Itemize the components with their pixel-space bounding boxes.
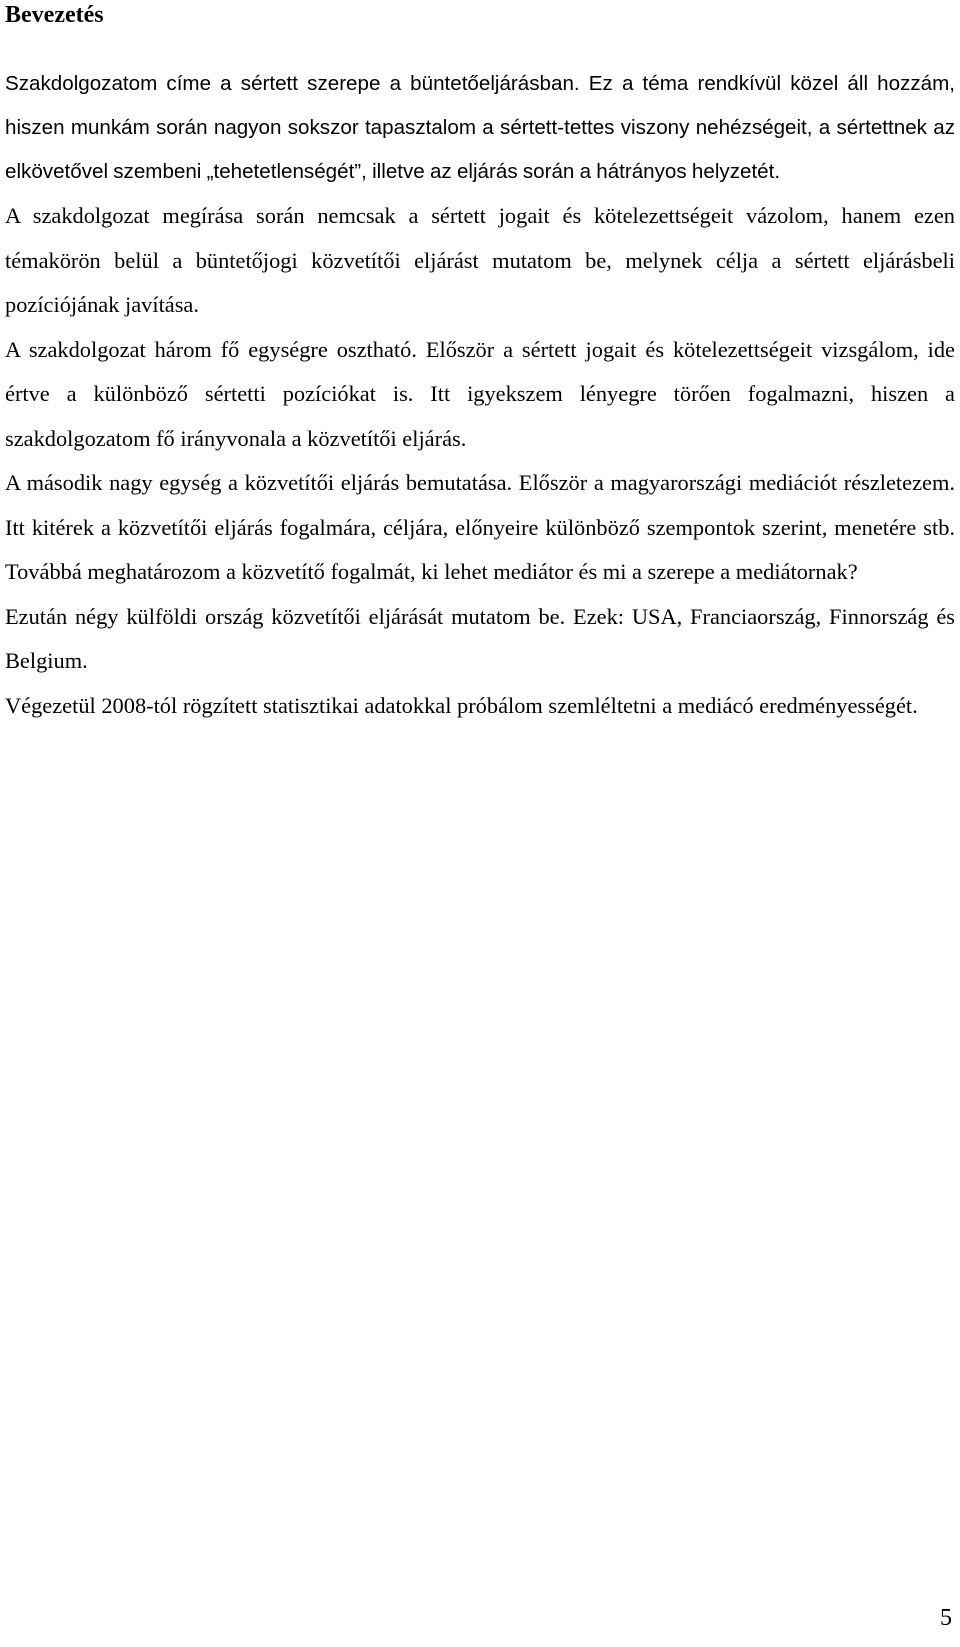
paragraph-mediation: A második nagy egység a közvetítői eljárás bemutatása. Először a magyarországi mediációt részletezem. Itt kitérek a közvetítői eljárás fogalmára, céljára, előnyeire különböző szempontok szerint, menetére stb. Továbbá meghatározom a közvetítő fogalmát, ki lehet mediátor és mi a szerepe a mediátornak? <box>5 470 955 584</box>
page-number: 5 <box>940 1605 952 1631</box>
document-page <box>5 0 955 728</box>
paragraph-statistics: Végezetül 2008-tól rögzített statisztikai adatokkal próbálom szemléltetni a mediácó eredményességét. <box>5 692 918 718</box>
section-heading: Bevezetés <box>5 2 104 28</box>
paragraph-thesis-scope: A szakdolgozat megírása során nemcsak a sértett jogait és kötelezettségeit vázolom, hanem ezen témakörön belül a büntetőjogi közvetítői eljárást mutatom be, melynek célja a sértett eljárásbeli pozíciójának javítása. <box>5 203 955 317</box>
paragraph-foreign-countries: Ezután négy külföldi ország közvetítői eljárását mutatom be. Ezek: USA, Franciaország, Finnország és Belgium. <box>5 603 955 673</box>
paragraph-structure: A szakdolgozat három fő egységre osztható. Először a sértett jogait és kötelezettségeit vizsgálom, ide értve a különböző sértetti pozíciókat is. Itt igyekszem lényegre törően fogalmazni, hiszen a szakdolgozatom fő irányvonala a közvetítői eljárás. <box>5 336 955 451</box>
paragraph-intro: Szakdolgozatom címe a sértett szerepe a büntetőeljárásban. Ez a téma rendkívül közel áll hozzám, hiszen munkám során nagyon sokszor tapasztalom a sértett-tettes viszony nehézségeit, a sértettnek az elkövetővel szembeni „tehetetlenségét”, illetve az eljárás során a hátrányos helyzetét. <box>5 72 955 183</box>
